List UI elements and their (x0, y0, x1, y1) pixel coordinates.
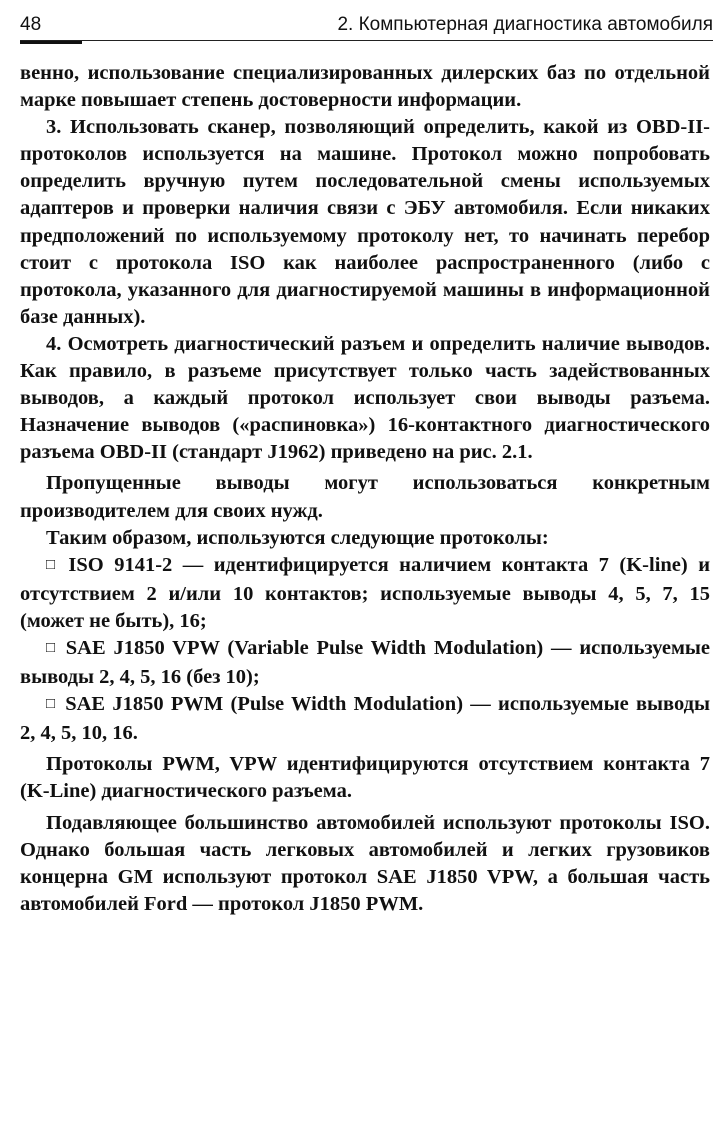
header-rule-accent (20, 41, 82, 44)
list-item-j1850-pwm: □ SAE J1850 PWM (Pulse Width Modulation) — используемые выводы 2, 4, 5, 10, 16. (20, 691, 710, 747)
running-header (20, 14, 713, 41)
paragraph-iso-majority: Подавляющее большинство автомобилей используют протоколы ISO. Однако большая часть легковых автомобилей и легких грузовиков концерна GM используют протокол SAE J1850 VPW, а большая часть автомобилей Ford — протокол J1850 PWM. (20, 811, 710, 915)
paragraph-protocols-intro: Таким образом, используются следующие протоколы: (46, 526, 549, 549)
body-text (20, 60, 710, 918)
paragraph-step-3: 3. Использовать сканер, позволяющий определить, какой из OBD-II-протоколов используется на машине. Протокол можно попробовать определить вручную путем последовательной смены используемых адаптеров и проверки наличия связи с ЭБУ автомобиля. Если никаких предположений по используемому протоколу нет, то начинать перебор стоит с протокола ISO как наиболее распространенного (либо с протокола, указанного для диагностируемой машины в информационной базе данных). (20, 116, 710, 328)
paragraph-pwm-vpw: Протоколы PWM, VPW идентифицируются отсутствием контакта 7 (K-Line) диагностического разъема. (20, 753, 710, 803)
paragraph-continuation: венно, использование специализированных дилерских баз по отдельной марке повышает степень достоверности информации. (20, 62, 710, 112)
list-item-j1850-vpw: □ SAE J1850 VPW (Variable Pulse Width Modulation) — используемые выводы 2, 4, 5, 16 (без 10); (20, 635, 710, 691)
list-item-iso9141: □ ISO 9141-2 — идентифицируется наличием контакта 7 (K-line) и отсутствием 2 и/или 10 контактов; используемые выводы 4, 5, 7, 15 (может не быть), 16; (20, 552, 710, 635)
paragraph-step-4: 4. Осмотреть диагностический разъем и определить наличие выводов. Как правило, в разъеме присутствует только часть задействованных выводов, а каждый протокол использует свои выводы разъема. Назначение выводов («распиновка») 16-контактного диагностического разъема OBD-II (стандарт J1962) приведено на рис. 2.1. (20, 332, 710, 464)
page-number: 48 (20, 14, 42, 35)
chapter-title: 2. Компьютерная диагностика автомобиля (337, 14, 713, 35)
paragraph-unused-pins: Пропущенные выводы могут использоваться конкретным производителем для своих нужд. (20, 472, 710, 522)
